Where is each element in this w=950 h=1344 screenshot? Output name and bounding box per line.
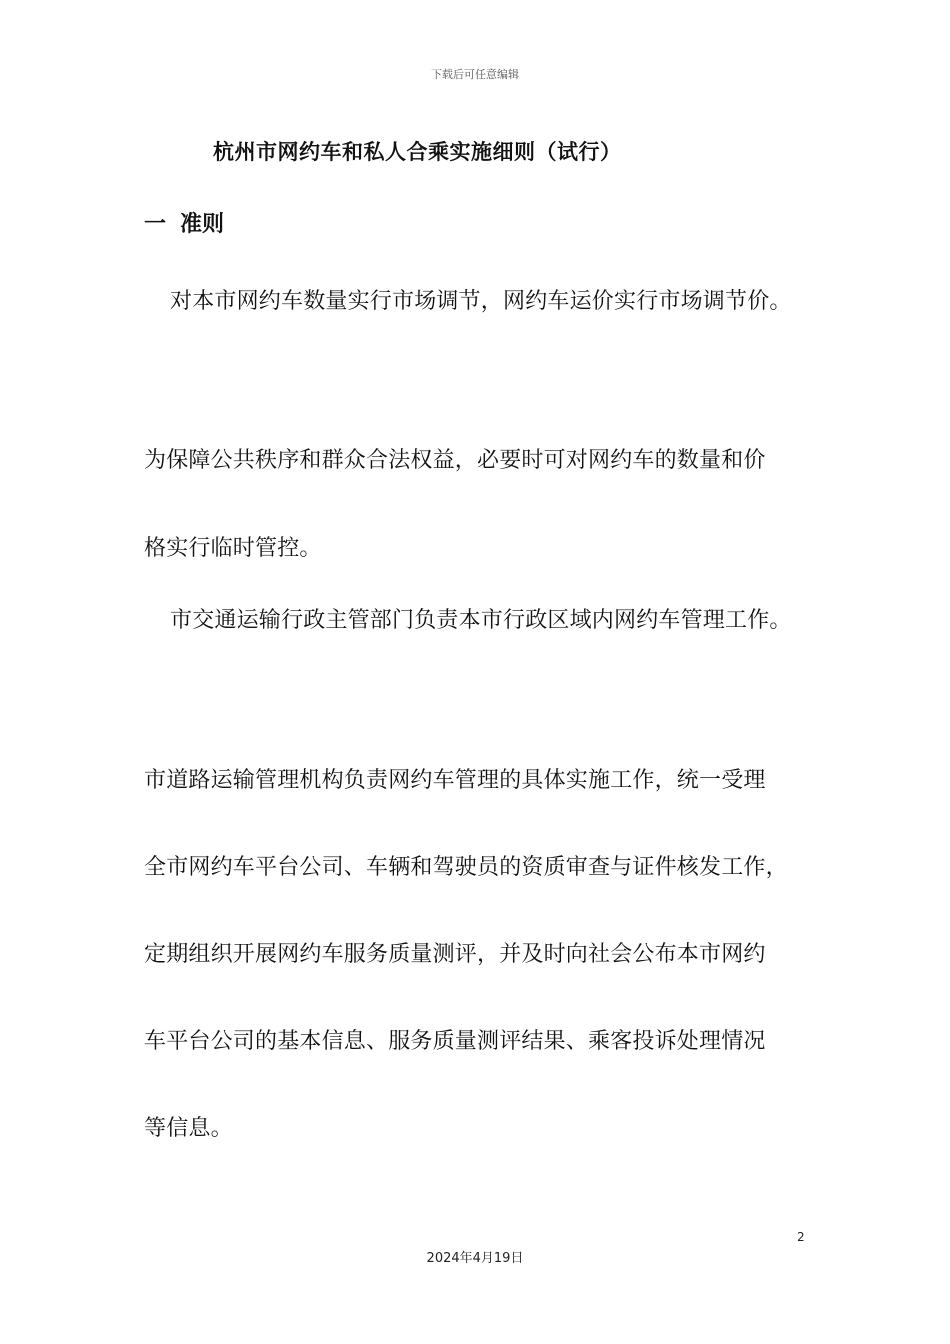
- section-number: 一: [144, 212, 167, 237]
- paragraph-line: 定期组织开展网约车服务质量测评，并及时向社会公布本市网约: [144, 942, 766, 967]
- paragraph-line: 对本市网约车数量实行市场调节，网约车运价实行市场调节价。: [170, 289, 792, 314]
- section-heading: [144, 207, 224, 238]
- header-note: 下载后可任意编辑: [431, 68, 519, 81]
- section-title: 准则: [180, 212, 225, 237]
- paragraph-line: 市交通运输行政主管部门负责本市行政区域内网约车管理工作。: [170, 608, 792, 633]
- paragraph-line: 全市网约车平台公司、车辆和驾驶员的资质审查与证件核发工作，: [144, 855, 788, 880]
- paragraph-line: 市道路运输管理机构负责网约车管理的具体实施工作，统一受理: [144, 768, 766, 793]
- paragraph-line: 车平台公司的基本信息、服务质量测评结果、乘客投诉处理情况: [144, 1029, 766, 1054]
- footer-date: 2024年4月19日: [426, 1251, 524, 1266]
- paragraph-line: 格实行临时管控。: [144, 536, 322, 561]
- document-title: 杭州市网约车和私人合乘实施细则（试行）: [213, 140, 622, 164]
- paragraph-line: 为保障公共秩序和群众合法权益，必要时可对网约车的数量和价: [144, 448, 766, 473]
- paragraph-line: 等信息。: [144, 1116, 233, 1141]
- page-number: 2: [797, 1230, 805, 1244]
